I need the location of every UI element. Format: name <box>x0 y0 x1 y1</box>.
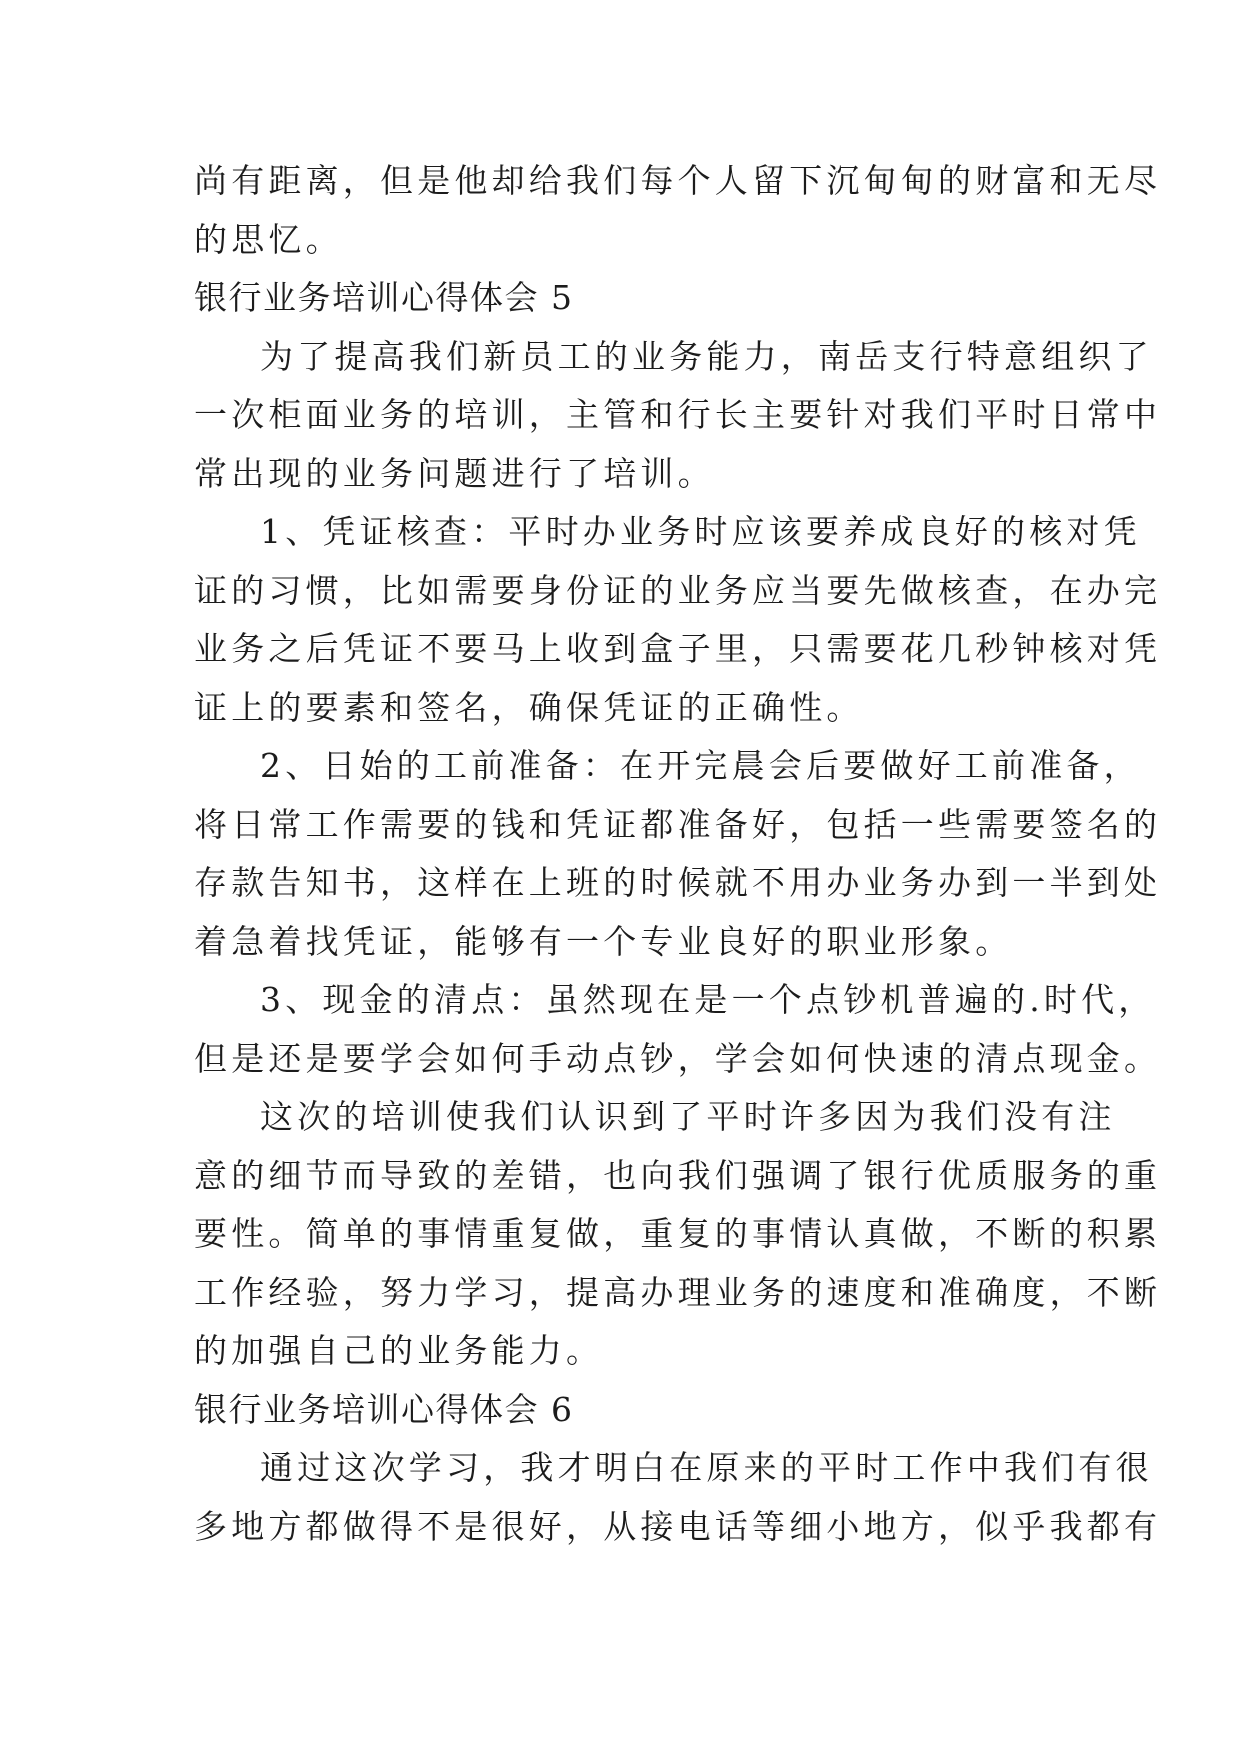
text-line: 常出现的业务问题进行了培训。 <box>194 453 715 493</box>
text-line: 尚有距离，但是他却给我们每个人留下沉甸甸的财富和无尽 <box>194 161 1162 200</box>
text-line: 将日常工作需要的钱和凭证都准备好，包括一些需要签名的 <box>194 804 1162 844</box>
paragraph-start-line: 1、凭证核查：平时办业务时应该要养成良好的核对凭 <box>260 512 1141 551</box>
section-heading: 银行业务培训心得体会 5 <box>194 278 574 317</box>
text-line: 着急着找凭证，能够有一个专业良好的职业形象。 <box>194 921 1013 961</box>
paragraph-start-line: 这次的培训使我们认识到了平时许多因为我们没有注 <box>260 1097 1116 1136</box>
text-line: 存款告知书，这样在上班的时候就不用办业务办到一半到处 <box>194 863 1162 902</box>
text-line: 业务之后凭证不要马上收到盒子里，只需要花几秒钟核对凭 <box>194 629 1162 668</box>
text-line: 但是还是要学会如何手动点钞，学会如何快速的清点现金。 <box>194 1038 1162 1078</box>
paragraph-start-line: 为了提高我们新员工的业务能力，南岳支行特意组织了 <box>260 336 1153 376</box>
text-line: 的思忆。 <box>194 219 343 259</box>
document-page <box>194 152 1162 1556</box>
text-line: 证的习惯，比如需要身份证的业务应当要先做核查，在办完 <box>194 570 1162 610</box>
section-heading: 银行业务培训心得体会 6 <box>194 1389 574 1429</box>
text-line: 一次柜面业务的培训，主管和行长主要针对我们平时日常中 <box>194 395 1162 434</box>
text-line: 多地方都做得不是很好，从接电话等细小地方，似乎我都有 <box>194 1506 1162 1546</box>
paragraph-start-line: 2、日始的工前准备：在开完晨会后要做好工前准备， <box>260 746 1141 785</box>
paragraph-start-line: 通过这次学习，我才明白在原来的平时工作中我们有很 <box>260 1448 1153 1487</box>
text-line: 意的细节而导致的差错，也向我们强调了银行优质服务的重 <box>194 1155 1162 1195</box>
text-line: 要性。简单的事情重复做，重复的事情认真做，不断的积累 <box>194 1214 1162 1253</box>
text-line: 的加强自己的业务能力。 <box>194 1331 604 1370</box>
text-line: 证上的要素和签名，确保凭证的正确性。 <box>194 687 864 727</box>
paragraph-start-line: 3、现金的清点：虽然现在是一个点钞机普遍的.时代， <box>260 980 1156 1019</box>
text-line: 工作经验，努力学习，提高办理业务的速度和准确度，不断 <box>194 1272 1162 1312</box>
